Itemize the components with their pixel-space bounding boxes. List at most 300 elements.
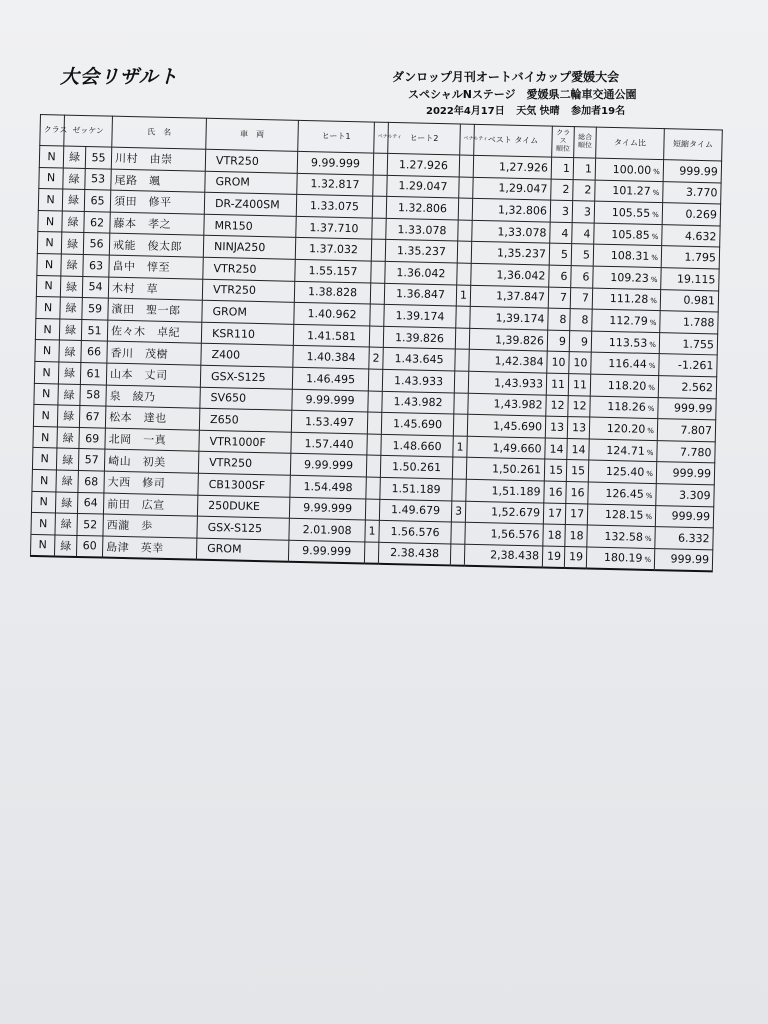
best-time-cell: 1,33.078 xyxy=(472,220,550,243)
heat1-cell: 9.99.999 xyxy=(297,151,373,174)
class-rank-cell: 18 xyxy=(543,524,565,546)
penalty2-cell xyxy=(458,220,472,242)
penalty1-cell xyxy=(365,498,379,520)
header-penalty2: ペナルティ xyxy=(460,124,475,155)
rider-name-cell: 島津 英幸 xyxy=(102,536,196,560)
percent-unit: % xyxy=(645,491,653,500)
best-time-cell: 1,39.826 xyxy=(469,328,547,351)
time-ratio-cell xyxy=(587,504,655,527)
heat2-cell: 1.51.189 xyxy=(380,477,452,500)
penalty1-cell xyxy=(371,239,385,261)
zekken-cell: 69 xyxy=(79,427,105,449)
zekken-cell: 65 xyxy=(84,190,110,212)
percent-unit: % xyxy=(646,448,654,457)
time-ratio-value: 108.31 xyxy=(610,249,650,264)
time-ratio-cell xyxy=(591,331,659,354)
shortened-time-cell: 999.99 xyxy=(656,462,714,485)
class-rank-cell: 15 xyxy=(544,459,566,481)
time-ratio-value: 128.15 xyxy=(604,508,644,523)
overall-rank-cell: 1 xyxy=(573,158,595,180)
overall-rank-cell: 15 xyxy=(566,460,588,482)
penalty1-cell xyxy=(367,412,381,434)
percent-unit: % xyxy=(652,189,660,198)
machine-cell: VTR250 xyxy=(202,279,294,303)
zekken-cell: 61 xyxy=(80,362,106,384)
time-ratio-value: 124.71 xyxy=(606,443,646,458)
heat1-cell: 1.57.440 xyxy=(291,432,367,455)
penalty1-cell xyxy=(373,175,387,197)
best-time-cell: 1,43.982 xyxy=(468,393,546,416)
zekken-cell: 59 xyxy=(82,298,108,320)
time-ratio-cell xyxy=(589,439,657,462)
penalty1-cell xyxy=(372,196,386,218)
best-time-cell: 1,27.926 xyxy=(473,155,551,178)
color-cell: 緑 xyxy=(59,319,81,341)
class-rank-cell: 3 xyxy=(550,200,572,222)
time-ratio-cell xyxy=(588,460,656,483)
machine-cell: KSR110 xyxy=(201,322,293,346)
heat1-cell: 1.37.710 xyxy=(296,216,372,239)
header-shortened-time: 短縮タイム xyxy=(664,129,723,161)
shortened-time-cell: 3.770 xyxy=(663,181,721,204)
color-cell: 緑 xyxy=(60,297,82,319)
time-ratio-value: 118.20 xyxy=(607,378,647,393)
rider-name-cell: 北岡 一真 xyxy=(105,428,199,452)
shortened-time-cell: 4.632 xyxy=(662,224,720,247)
heat1-cell: 9.99.999 xyxy=(289,497,365,520)
rider-name-cell: 須田 修平 xyxy=(110,190,204,214)
zekken-cell: 52 xyxy=(77,514,103,536)
time-ratio-value: 180.19 xyxy=(603,551,643,566)
overall-rank-cell: 10 xyxy=(569,352,591,374)
class-cell: N xyxy=(36,297,60,319)
heat1-cell: 1.38.828 xyxy=(294,281,370,304)
header-name: 氏 名 xyxy=(112,116,207,149)
event-info xyxy=(426,102,633,117)
rider-name-cell: 泉 綾乃 xyxy=(106,385,200,409)
time-ratio-cell xyxy=(592,288,660,311)
class-cell: N xyxy=(37,232,61,254)
time-ratio-cell xyxy=(590,396,658,419)
rider-name-cell: 木村 草 xyxy=(108,277,202,301)
rider-name-cell: 畠中 惇至 xyxy=(109,255,203,279)
percent-unit: % xyxy=(653,167,660,176)
shortened-time-cell: 1.795 xyxy=(661,246,719,269)
machine-cell: SV650 xyxy=(200,387,292,411)
overall-rank-cell: 7 xyxy=(570,287,592,309)
class-rank-cell: 1 xyxy=(551,157,573,179)
overall-rank-cell: 17 xyxy=(565,503,587,525)
shortened-time-cell: 6.332 xyxy=(655,527,713,550)
best-time-cell: 1,35.237 xyxy=(471,242,549,265)
heat1-cell: 1.41.581 xyxy=(293,324,369,347)
penalty1-cell xyxy=(366,455,380,477)
heat1-cell: 1.37.032 xyxy=(295,238,371,261)
percent-unit: % xyxy=(648,383,656,392)
shortened-time-cell: 1.788 xyxy=(660,311,718,334)
shortened-time-cell: 0.269 xyxy=(662,203,720,226)
heat2-cell: 1.39.826 xyxy=(383,326,455,349)
zekken-cell: 68 xyxy=(78,470,104,492)
zekken-cell: 58 xyxy=(80,384,106,406)
rider-name-cell: 香川 茂樹 xyxy=(107,341,201,365)
class-cell: N xyxy=(32,448,56,470)
color-cell: 緑 xyxy=(58,384,80,406)
header-heat1: ヒート1 xyxy=(298,120,375,153)
header-heat2: ヒート2 xyxy=(388,122,461,155)
machine-cell: GROM xyxy=(196,538,288,562)
header-penalty1: ペナルティ xyxy=(374,122,389,153)
rider-name-cell: 戒能 俊太郎 xyxy=(109,233,203,257)
heat2-cell: 1.39.174 xyxy=(384,305,456,328)
weather: 天気 快晴 xyxy=(516,106,560,117)
color-cell: 緑 xyxy=(57,405,79,427)
color-cell: 緑 xyxy=(58,362,80,384)
percent-unit: % xyxy=(646,469,654,479)
penalty1-cell xyxy=(366,477,380,499)
time-ratio-value: 125.40 xyxy=(605,465,645,479)
class-cell: N xyxy=(38,189,62,211)
penalty2-cell: 3 xyxy=(451,500,465,522)
time-ratio-value: 105.55 xyxy=(611,205,651,220)
time-ratio-value: 101.27 xyxy=(612,184,651,199)
machine-cell: GROM xyxy=(202,300,294,324)
penalty1-cell xyxy=(370,283,384,305)
machine-cell: GSX-S125 xyxy=(200,365,292,389)
class-cell: N xyxy=(31,491,55,513)
rider-name-cell: 尾路 颯 xyxy=(111,169,205,193)
class-rank-cell: 19 xyxy=(542,546,564,569)
shortened-time-cell: -1.261 xyxy=(659,354,717,377)
class-cell: N xyxy=(33,405,57,427)
penalty2-cell xyxy=(452,457,466,479)
rider-name-cell: 崎山 初美 xyxy=(104,449,198,473)
header-machine: 車 両 xyxy=(206,118,299,151)
class-rank-cell: 16 xyxy=(544,481,566,503)
percent-unit: % xyxy=(647,405,655,414)
event-date: 2022年4月17日 xyxy=(426,106,505,117)
results-table xyxy=(30,114,723,573)
best-time-cell: 1,43.933 xyxy=(468,371,546,394)
class-rank-cell: 12 xyxy=(546,395,568,417)
machine-cell: VTR1000F xyxy=(199,430,291,454)
color-cell: 緑 xyxy=(55,491,77,513)
penalty1-cell: 2 xyxy=(369,347,383,369)
penalty2-cell xyxy=(454,393,468,415)
class-rank-cell: 11 xyxy=(546,373,568,395)
machine-cell: GROM xyxy=(205,171,297,195)
class-cell: N xyxy=(37,253,61,275)
heat1-cell: 1.32.817 xyxy=(297,173,373,196)
zekken-cell: 63 xyxy=(83,254,109,276)
heat2-cell: 1.29.047 xyxy=(387,175,459,198)
penalty1-cell xyxy=(367,434,381,456)
zekken-cell: 54 xyxy=(82,276,108,298)
color-cell: 緑 xyxy=(56,448,78,470)
rider-name-cell: 川村 由崇 xyxy=(111,147,205,171)
heat2-cell: 1.36.042 xyxy=(385,261,457,284)
heat2-cell: 1.32.806 xyxy=(386,197,458,220)
machine-cell: Z400 xyxy=(201,344,293,368)
heat2-cell: 1.27.926 xyxy=(387,153,459,176)
shortened-time-cell: 7.807 xyxy=(657,419,715,442)
penalty2-cell xyxy=(459,177,473,199)
best-time-cell: 1,50.261 xyxy=(466,458,544,481)
heat1-cell: 1.40.384 xyxy=(293,346,369,369)
zekken-cell: 51 xyxy=(81,319,107,341)
heat2-cell: 1.45.690 xyxy=(381,412,453,435)
overall-rank-cell: 8 xyxy=(570,309,592,331)
machine-cell: CB1300SF xyxy=(198,473,290,497)
shortened-time-cell: 3.309 xyxy=(656,483,714,506)
class-rank-cell: 8 xyxy=(548,308,570,330)
heat2-cell: 1.50.261 xyxy=(380,456,452,479)
time-ratio-value: 126.45 xyxy=(605,486,645,501)
zekken-cell: 62 xyxy=(84,211,110,233)
time-ratio-value: 118.26 xyxy=(607,400,647,415)
header-zekken: ゼッケン xyxy=(64,115,113,147)
heat1-cell: 9.99.999 xyxy=(292,389,368,412)
penalty2-cell xyxy=(453,414,467,436)
heat2-cell: 1.36.847 xyxy=(384,283,456,306)
header-class: クラス xyxy=(40,115,65,147)
overall-rank-cell: 19 xyxy=(564,546,586,569)
penalty1-cell xyxy=(371,261,385,283)
time-ratio-cell xyxy=(593,244,661,267)
heat1-cell: 9.99.999 xyxy=(290,454,366,477)
overall-rank-cell: 3 xyxy=(572,201,594,223)
time-ratio-cell xyxy=(587,525,655,548)
penalty1-cell: 1 xyxy=(365,520,379,542)
penalty1-cell xyxy=(368,369,382,391)
heat2-cell: 1.43.645 xyxy=(383,348,455,371)
document-title: 大会リザルト xyxy=(60,66,179,88)
zekken-cell: 60 xyxy=(76,535,103,558)
rider-name-cell: 佐々木 卓紀 xyxy=(107,320,201,344)
time-ratio-value: 100.00 xyxy=(612,162,652,177)
penalty1-cell xyxy=(370,304,384,326)
class-cell: N xyxy=(32,469,56,491)
class-rank-cell: 17 xyxy=(543,503,565,525)
penalty1-cell xyxy=(372,218,386,240)
color-cell: 緑 xyxy=(56,470,78,492)
time-ratio-value: 116.44 xyxy=(608,357,647,371)
percent-unit: % xyxy=(650,297,658,306)
best-time-cell: 1,45.690 xyxy=(467,414,545,437)
shortened-time-cell: 0.981 xyxy=(660,289,718,312)
zekken-cell: 53 xyxy=(85,168,111,190)
class-cell: N xyxy=(36,275,60,297)
time-ratio-cell xyxy=(590,374,658,397)
percent-unit: % xyxy=(649,340,657,349)
class-cell: N xyxy=(39,146,63,168)
color-cell: 緑 xyxy=(62,189,84,211)
color-cell: 緑 xyxy=(61,232,83,254)
color-cell: 緑 xyxy=(55,513,77,535)
participant-count: 参加者19名 xyxy=(571,106,626,117)
color-cell: 緑 xyxy=(60,276,82,298)
color-cell: 緑 xyxy=(63,168,85,190)
percent-unit: % xyxy=(644,556,652,565)
heat2-cell: 1.49.679 xyxy=(379,499,451,522)
color-cell: 緑 xyxy=(54,535,76,558)
shortened-time-cell: 999.99 xyxy=(658,397,716,420)
color-cell: 緑 xyxy=(57,427,79,449)
zekken-cell: 64 xyxy=(77,492,103,514)
header-time-ratio: タイム比 xyxy=(596,127,665,160)
penalty2-cell xyxy=(455,328,469,350)
shortened-time-cell: 7.780 xyxy=(657,440,715,463)
heat1-cell: 1.55.157 xyxy=(295,259,371,282)
percent-unit: % xyxy=(648,362,656,371)
overall-rank-cell: 5 xyxy=(571,244,593,266)
overall-rank-cell: 13 xyxy=(567,417,589,439)
penalty2-cell xyxy=(454,371,468,393)
heat1-cell: 1.54.498 xyxy=(290,475,366,498)
percent-unit: % xyxy=(649,318,657,327)
heat1-cell: 1.46.495 xyxy=(292,367,368,390)
shortened-time-cell: 19.115 xyxy=(661,268,719,291)
best-time-cell: 1,29.047 xyxy=(473,177,551,200)
color-cell: 緑 xyxy=(62,211,84,233)
best-time-cell: 1,56.576 xyxy=(465,522,543,545)
time-ratio-cell xyxy=(595,180,663,203)
heat1-cell: 1.40.962 xyxy=(294,302,370,325)
percent-unit: % xyxy=(650,275,658,284)
percent-unit: % xyxy=(644,534,652,543)
best-time-cell: 1,51.189 xyxy=(466,479,544,502)
machine-cell: 250DUKE xyxy=(197,495,289,519)
time-ratio-value: 120.20 xyxy=(606,421,646,436)
zekken-cell: 57 xyxy=(78,449,104,471)
heat2-cell: 1.35.237 xyxy=(385,240,457,263)
penalty2-cell xyxy=(455,349,469,371)
heat1-cell: 1.33.075 xyxy=(296,195,372,218)
class-rank-cell: 9 xyxy=(547,330,569,352)
penalty2-cell xyxy=(459,155,473,177)
machine-cell: Z650 xyxy=(199,408,291,432)
rider-name-cell: 山本 丈司 xyxy=(106,363,200,387)
shortened-time-cell: 2.562 xyxy=(658,376,716,399)
penalty2-cell xyxy=(451,522,465,544)
overall-rank-cell: 18 xyxy=(565,525,587,547)
class-cell: N xyxy=(38,210,62,232)
rider-name-cell: 藤本 孝之 xyxy=(110,212,204,236)
time-ratio-cell xyxy=(594,223,662,246)
header-overall-rank: 総合 順位 xyxy=(574,127,597,158)
class-rank-cell: 4 xyxy=(550,222,572,244)
penalty2-cell xyxy=(450,544,464,566)
time-ratio-value: 112.79 xyxy=(609,313,648,328)
overall-rank-cell: 14 xyxy=(567,438,589,460)
rider-name-cell: 西瀧 歩 xyxy=(103,514,197,538)
time-ratio-value: 113.53 xyxy=(608,335,648,350)
penalty2-cell: 1 xyxy=(453,436,467,458)
heat2-cell: 1.33.078 xyxy=(386,218,458,241)
heat2-cell: 1.43.982 xyxy=(382,391,454,414)
percent-unit: % xyxy=(651,254,658,263)
time-ratio-cell xyxy=(588,482,656,505)
best-time-cell: 1,32.806 xyxy=(472,199,550,222)
class-rank-cell: 7 xyxy=(548,287,570,309)
penalty2-cell xyxy=(452,479,466,501)
shortened-time-cell: 999.99 xyxy=(663,160,721,183)
penalty2-cell xyxy=(457,263,471,285)
best-time-cell: 2,38.438 xyxy=(464,544,542,568)
class-cell: N xyxy=(39,167,63,189)
penalty2-cell xyxy=(458,198,472,220)
heat2-cell: 1.48.660 xyxy=(381,434,453,457)
header-best-time: ベスト タイム xyxy=(474,124,553,157)
best-time-cell: 1,39.174 xyxy=(470,306,548,329)
shortened-time-cell: 1.755 xyxy=(659,332,717,355)
class-cell: N xyxy=(30,534,54,557)
class-rank-cell: 5 xyxy=(549,243,571,265)
overall-rank-cell: 4 xyxy=(572,222,594,244)
penalty2-cell xyxy=(456,306,470,328)
overall-rank-cell: 9 xyxy=(569,330,591,352)
zekken-cell: 67 xyxy=(79,406,105,428)
class-cell: N xyxy=(34,361,58,383)
percent-unit: % xyxy=(645,513,653,522)
zekken-cell: 66 xyxy=(81,341,107,363)
heat2-cell: 2.38.438 xyxy=(378,542,450,566)
shortened-time-cell: 999.99 xyxy=(654,548,712,571)
rider-name-cell: 松本 達也 xyxy=(105,406,199,430)
event-name: ダンロップ月刊オートバイカップ愛媛大会 xyxy=(392,70,620,84)
penalty1-cell xyxy=(373,153,387,175)
best-time-cell: 1,52.679 xyxy=(465,501,543,524)
header-class-rank: クラス 順位 xyxy=(552,126,575,157)
machine-cell: NINJA250 xyxy=(203,236,295,260)
time-ratio-value: 105.85 xyxy=(611,227,650,242)
rider-name-cell: 前田 広宣 xyxy=(103,493,197,517)
heat1-cell: 1.53.497 xyxy=(291,410,367,433)
class-rank-cell: 10 xyxy=(547,351,569,373)
results-body xyxy=(30,146,721,572)
machine-cell: VTR250 xyxy=(205,149,297,173)
overall-rank-cell: 16 xyxy=(566,481,588,503)
time-ratio-cell xyxy=(589,417,657,440)
class-rank-cell: 13 xyxy=(545,416,567,438)
penalty2-cell: 1 xyxy=(456,285,470,307)
color-cell: 緑 xyxy=(59,340,81,362)
color-cell: 緑 xyxy=(63,146,85,168)
time-ratio-cell xyxy=(591,352,659,375)
time-ratio-cell xyxy=(593,266,661,289)
time-ratio-cell xyxy=(594,201,662,224)
best-time-cell: 1,49.660 xyxy=(467,436,545,459)
time-ratio-cell xyxy=(592,309,660,332)
overall-rank-cell: 11 xyxy=(568,374,590,396)
overall-rank-cell: 12 xyxy=(568,395,590,417)
class-rank-cell: 14 xyxy=(545,438,567,460)
time-ratio-value: 132.58 xyxy=(604,529,644,544)
overall-rank-cell: 6 xyxy=(571,266,593,288)
time-ratio-cell xyxy=(586,547,654,571)
percent-unit: % xyxy=(647,426,655,435)
class-rank-cell: 2 xyxy=(551,179,573,201)
penalty1-cell xyxy=(369,326,383,348)
stage-name: スペシャルNステージ 愛媛県二輪車交通公園 xyxy=(408,88,637,101)
penalty1-cell xyxy=(368,391,382,413)
class-rank-cell: 6 xyxy=(549,265,571,287)
machine-cell: MR150 xyxy=(204,214,296,238)
machine-cell: VTR250 xyxy=(203,257,295,281)
heat2-cell: 1.43.933 xyxy=(382,369,454,392)
machine-cell: DR-Z400SM xyxy=(204,192,296,216)
rider-name-cell: 濱田 聖一郎 xyxy=(108,298,202,322)
